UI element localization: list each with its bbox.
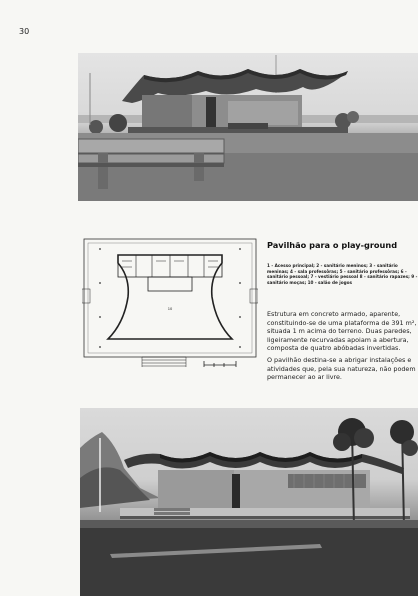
section-heading: Pavilhão para o play-ground <box>267 240 398 250</box>
description-paragraph-1: Estrutura em concreto armado, aparente, constituindo-se de uma plataforma de 391 m², situada 1 m acima do terreno. Duas paredes, ligeiramente recurvadas apoiam a abertura, composta de quatro abóbadas invertidas. <box>267 310 417 353</box>
pavilion-photo-top <box>78 53 418 201</box>
pavilion-photo-bottom <box>80 408 418 596</box>
floor-plan <box>82 237 258 370</box>
room-label-10: 10 <box>167 307 173 311</box>
page-number: 30 <box>19 27 30 36</box>
plan-legend: 1 - Acesso principal; 2 - sanitário meninos; 3 - sanitário meninas; 4 - sala professôras; 5 - sanitário professôras; 6 - sanitário pessoal; 7 - vestiário pessoal 8 - sanitário rapazes; 9 - sanitário moças; 10 - salão de jogos <box>267 263 418 285</box>
description <box>267 310 418 385</box>
description-paragraph-2: O pavilhão destina-se a abrigar instalações e atividades que, pela sua natureza, não podem permanecer ao ar livre. <box>267 355 416 382</box>
